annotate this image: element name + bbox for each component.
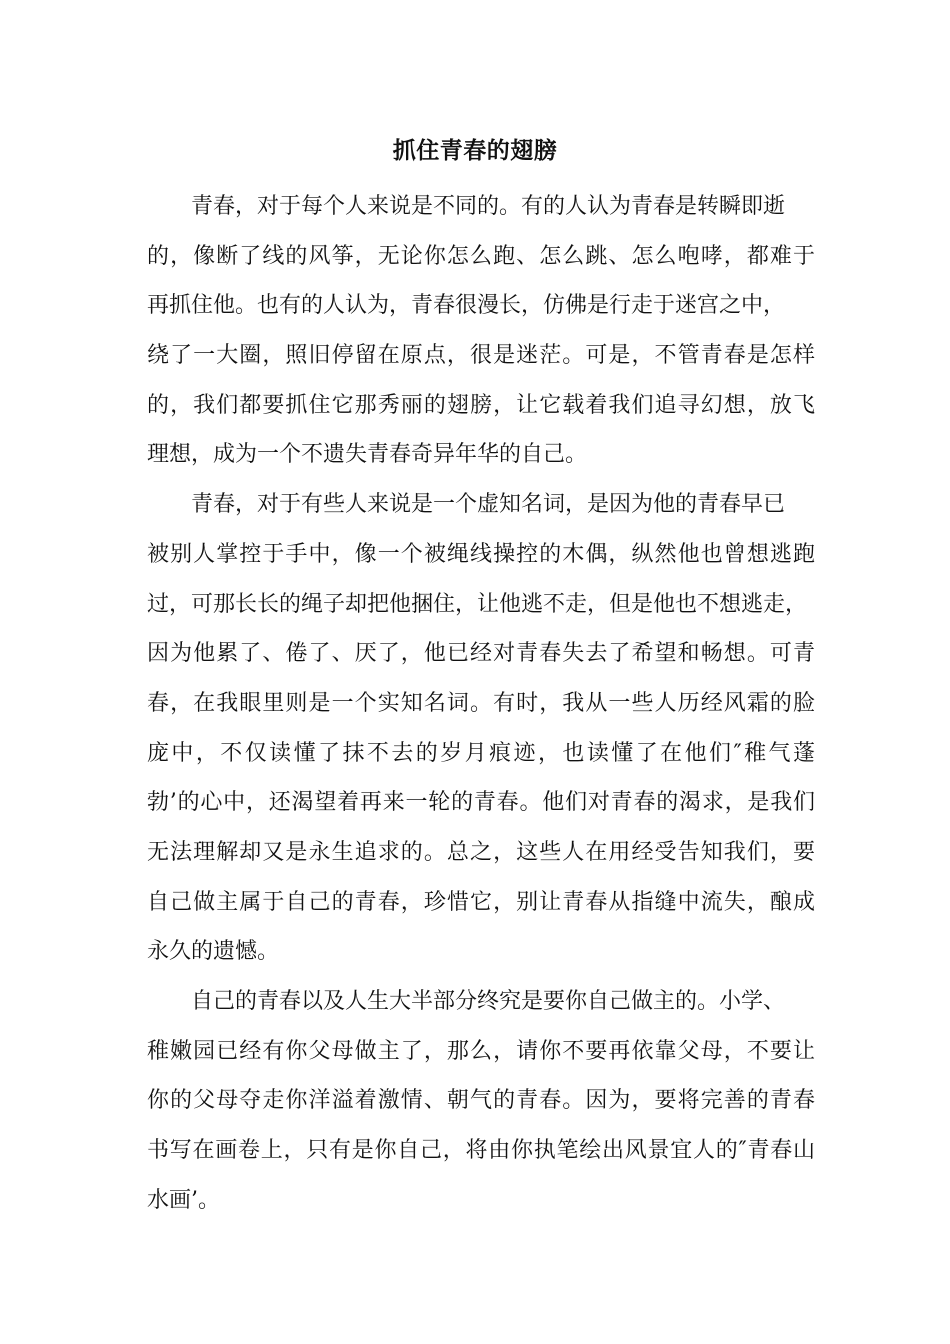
text-line: 你的父母夺走你洋溢着激情、朝气的青春。因为，要将完善的青春 <box>147 1088 815 1114</box>
text-line: 自己做主属于自己的青春，珍惜它，别让青春从指缝中流失，酿成 <box>147 889 815 915</box>
text-line: 的，像断了线的风筝，无论你怎么跑、怎么跳、怎么咆哮，都难于 <box>147 243 815 269</box>
text-line: 春，在我眼里则是一个实知名词。有时，我从一些人历经风霜的脸 <box>147 690 815 716</box>
text-line: 书写在画卷上，只有是你自己，将由你执笔绘出风景宜人的″青春山 <box>147 1138 815 1164</box>
text-line: 无法理解却又是永生追求的。总之，这些人在用经受告知我们，要 <box>147 839 815 865</box>
text-line: 再抓住他。也有的人认为，青春很漫长，仿佛是行走于迷宫之中， <box>147 293 786 319</box>
text-line: 因为他累了、倦了、厌了，他已经对青春失去了希望和畅想。可青 <box>147 641 815 667</box>
text-line: 绕了一大圈，照旧停留在原点，很是迷茫。可是，不管青春是怎样 <box>147 343 815 369</box>
text-line: 青春，对于有些人来说是一个虚知名词，是因为他的青春早已 <box>191 492 786 518</box>
text-line: 过，可那长长的绳子却把他捆住，让他逃不走，但是他也不想逃走， <box>147 591 808 617</box>
text-line: 理想，成为一个不遗失青春奇异年华的自己。 <box>147 442 588 468</box>
text-line: 稚嫩园已经有你父母做主了，那么，请你不要再依靠父母，不要让 <box>147 1038 815 1064</box>
text-line: 被别人掌控于手中，像一个被绳线操控的木偶，纵然他也曾想逃跑 <box>147 541 815 567</box>
document-title: 抓住青春的翅膀 <box>392 137 558 164</box>
text-line: 青春，对于每个人来说是不同的。有的人认为青春是转瞬即逝 <box>191 194 786 219</box>
text-line: 永久的遗憾。 <box>147 939 280 965</box>
text-line: 水画’。 <box>147 1187 220 1213</box>
text-line: 自己的青春以及人生大半部分终究是要你自己做主的。小学、 <box>191 989 786 1014</box>
text-line: 庞中，不仅读懂了抹不去的岁月痕迹，也读懂了在他们″稚气蓬 <box>147 740 815 766</box>
text-line: 的，我们都要抓住它那秀丽的翅膀，让它载着我们追寻幻想，放飞 <box>147 392 815 418</box>
document-body <box>147 182 815 1225</box>
text-line: 勃’的心中，还渴望着再来一轮的青春。他们对青春的渴求，是我们 <box>147 790 815 816</box>
